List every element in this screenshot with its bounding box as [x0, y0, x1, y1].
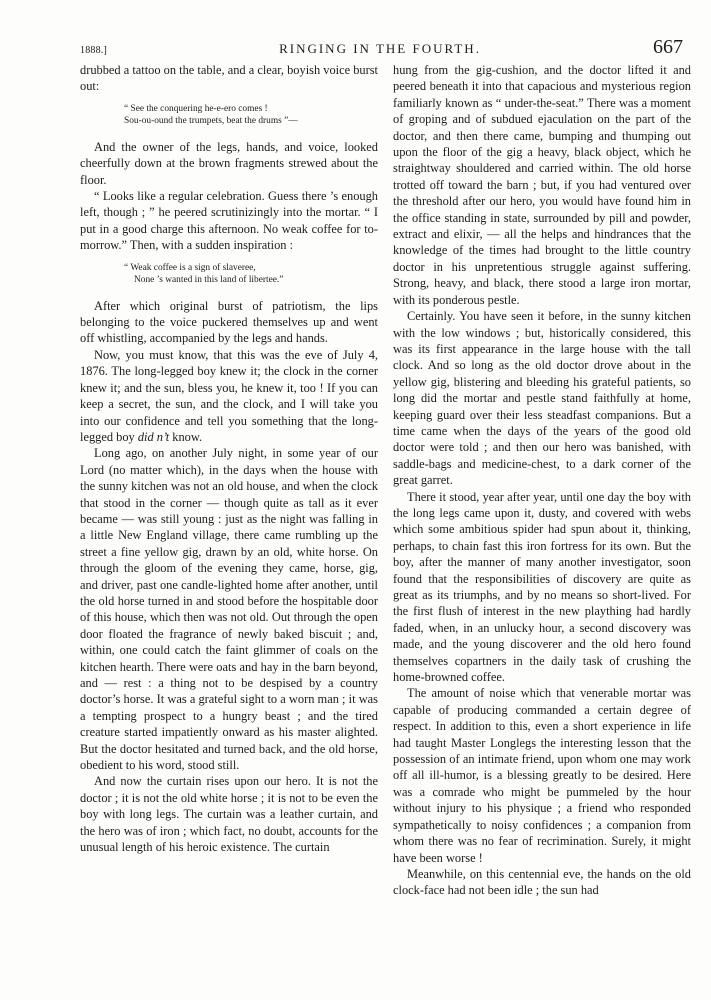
- paragraph: And now the curtain rises upon our hero. It is not the doctor ; it is not the old white horse ; it is not to be even the boy with long legs. The curtain was a leather curtain, and the hero was of iron ; which fact, no doubt, accounts for the unusual length of his heroic existence. The curtain: [80, 774, 378, 855]
- paragraph: [80, 347, 378, 445]
- paragraph: Long ago, on another July night, in some year of our Lord (no matter which), in the days when the house with the sunny kitchen was not an old house, and when the clock that stood in the corner — though quite as tall as it ever became — was still young : just as the night was falling in a little New England village, there came rumbling up the street a fine yellow gig, drawn by an old, white horse. On through the gloom of the evening they came, horse, gig, and driver, past one candle-lighted home after another, until the old horse turned in and stood before the hospitable door of this house, which then was not old. Out through the open door floated the fragrance of newly baked biscuit ; and, within, one could catch the faint glimmer of coals on the kitchen hearth. There were oats and hay in the barn beyond, and — rest : a thing not to be despised by a country doctor’s horse. It was a grateful sight to a worn man ; it was a tempting prospect to a hungry beast ; and the tired creature started impatiently onward as his master alighted. But the doctor hesitated and turned back, and the old horse, obedient to his word, stood still.: [80, 446, 378, 773]
- verse-line: Sou-ou-ound the trumpets, beat the drums ”—: [124, 115, 298, 126]
- left-column: [80, 62, 378, 855]
- paragraph-text: Now, you must know, that this was the eve of July 4, 1876. The long-legged boy knew it; the clock in the corner knew it; and the sun, bless you, he knew it, too ! If you can keep a secret, the sun, and the clock, and I will take you into our confidence and tell you something that the long-legged boy: [80, 347, 378, 444]
- right-column: [393, 62, 691, 899]
- paragraph: drubbed a tattoo on the table, and a clear, boyish voice burst out:: [80, 63, 378, 94]
- verse-line: “ Weak coffee is a sign of slaveree,: [124, 262, 256, 273]
- running-head-title: RINGING IN THE FOURTH.: [279, 41, 481, 56]
- verse-quotation: [80, 103, 378, 127]
- verse-line: “ See the conquering he-e-ero comes !: [124, 103, 268, 114]
- paragraph: Meanwhile, on this centennial eve, the hands on the old clock-face had not been idle ; the sun had: [393, 866, 691, 898]
- verse-line: None ’s wanted in this land of libertee.”: [134, 274, 284, 285]
- italic-text: did n’t: [137, 429, 170, 444]
- paragraph-text: know.: [172, 429, 203, 444]
- paragraph: There it stood, year after year, until one day the boy with the long legs came upon it, dusty, and covered with webs which some ambitious spider had spun about it, thinking, perhaps, to chain fast this iron fortress for its own. But the boy, after the manner of many another investigator, soon found that the responsibilities of discovery are quite as great as its triumphs, and by no means so short-lived. For the first flush of interest in the new plaything had hardly faded, when, in an unlucky hour, a second discovery was made, and the young discoverer and the old hero found themselves copartners in the daily task of crushing the home-browned coffee.: [393, 489, 691, 685]
- paragraph: “ Looks like a regular celebration. Guess there ’s enough left, though ; ” he peered scrutinizingly into the mortar. “ I put in a good charge this afternoon. No weak coffee for to-morrow.” Then, with a sudden inspiration :: [80, 189, 378, 253]
- paragraph: After which original burst of patriotism, the lips belonging to the voice puckered themselves up and went off whistling, accompanied by the legs and hands.: [80, 298, 378, 346]
- paragraph: The amount of noise which that venerable mortar was capable of producing commanded a certain degree of respect. In addition to this, even a short experience in life had taught Master Longlegs the interesting lesson that the possession of an intimate friend, upon whom one may work off all ill-humor, is a blessing greatly to be desired. Here was a comrade who might be pummeled by the hour without injury to his physique ; a friend who responded sympathetically to noisy confidences ; a companion from whom there was no fear of recrimination. Surely, it might have been worse !: [393, 686, 691, 865]
- paragraph: Certainly. You have seen it before, in the sunny kitchen with the low windows ; but, historically considered, this was its first appearance in the large house with the tall clock. And so long as the old doctor drove about in the yellow gig, blistering and bleeding his grateful patients, so long did the mortar and pestle stand faithfully at home, keeping guard over their less steadfast companions. But a time came when the days of the years of the good old doctor were told ; and then our hero was banished, with saddle-bags and medicine-chest, to a dark corner of the great garret.: [393, 309, 691, 488]
- verse-quotation: [80, 262, 378, 286]
- running-head: [80, 36, 683, 58]
- paragraph: hung from the gig-cushion, and the doctor lifted it and peered beneath it into that capacious and mysterious region familiarly known as “ under-the-seat.” There was a moment of groping and of subdued ejaculation on the part of the doctor, and then there came, bumping and thumping out upon the floor of the gig a heavy, black object, which he straightway shouldered and carried within. The old horse trotted off toward the barn ; but, if you had ventured over the threshold after our hero, you would have found him in the office standing in state, surrounded by pill and powder, extract and elixir, — all the helps and hindrances that the knowledge of the times had brought to the little country doctor in his unpretentious struggle against suffering. Strong, heavy, and black, there stood a large iron mortar, with its ponderous pestle.: [393, 63, 691, 307]
- paragraph: And the owner of the legs, hands, and voice, looked cheerfully down at the brown fragments strewed about the floor.: [80, 139, 378, 187]
- page-number: 667: [653, 36, 683, 58]
- running-head-year: 1888.]: [80, 45, 108, 56]
